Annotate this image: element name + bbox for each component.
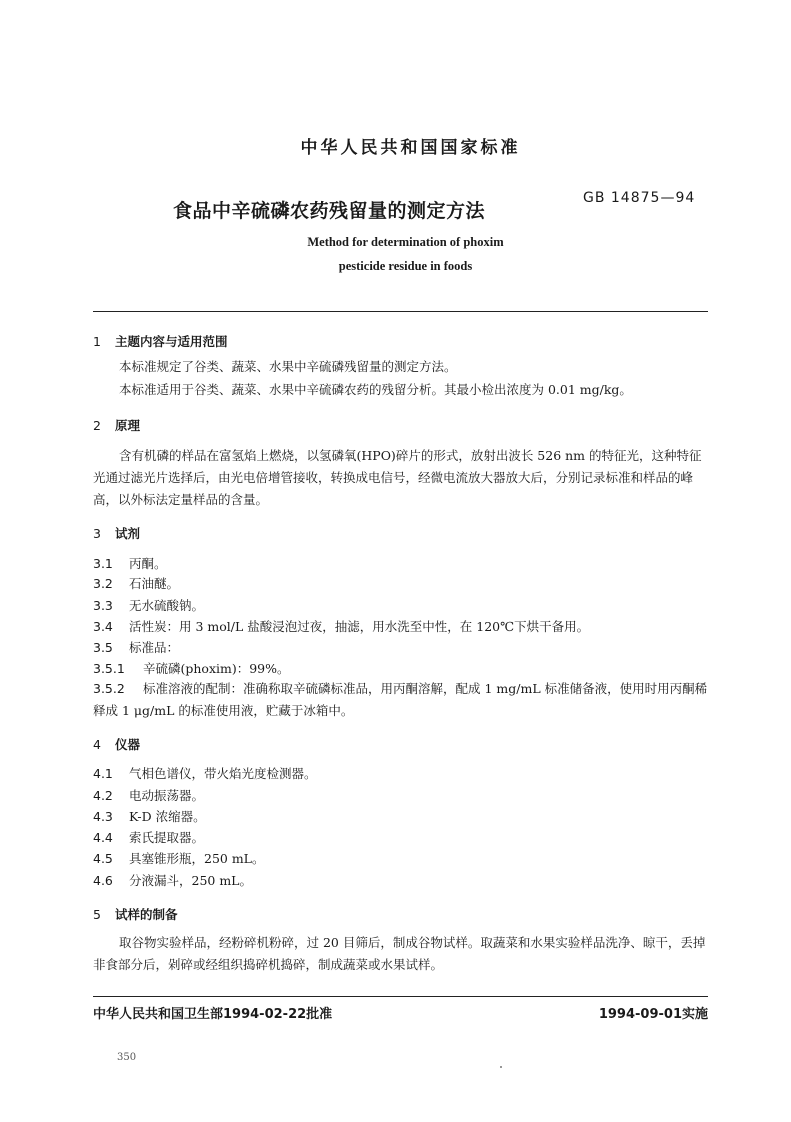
item-number: 3.1	[93, 556, 113, 571]
approval-date: 中华人民共和国卫生部1994-02-22批准	[93, 1007, 333, 1022]
standard-header: 中华人民共和国国家标准	[300, 138, 521, 158]
item-text: 具塞锥形瓶，250 mL。	[129, 851, 265, 866]
section-4-heading	[93, 735, 140, 753]
section-5-paragraph	[93, 932, 708, 976]
item-text: 石油醚。	[129, 576, 180, 591]
standard-code: GB 14875—94	[583, 190, 696, 206]
item-number: 4.4	[93, 830, 113, 845]
section-5-heading	[93, 905, 178, 923]
item-text: 辛硫磷(phoxim)：99%。	[143, 661, 290, 676]
list-item	[93, 808, 708, 826]
scan-speck	[500, 1066, 502, 1068]
english-title-line1: Method for determination of phoxim	[307, 235, 504, 249]
paragraph-text: 本标准适用于谷类、蔬菜、水果中辛硫磷农药的残留分析。其最小检出浓度为 0.01 mg/kg。	[119, 382, 632, 397]
section-1-paragraph-1	[93, 356, 708, 378]
item-text: 气相色谱仪，带火焰光度检测器。	[129, 766, 317, 781]
list-item	[93, 639, 708, 657]
list-item	[93, 872, 708, 890]
item-text: K-D 浓缩器。	[129, 809, 206, 824]
section-title: 试样的制备	[115, 907, 178, 922]
section-3-heading	[93, 524, 140, 542]
header-rule	[93, 311, 708, 312]
list-item	[93, 660, 708, 678]
item-text: 标准溶液的配制：准确称取辛硫磷标准品，用丙酮溶解，配成 1 mg/mL 标准储备液，使用时用丙酮稀释成 1 μg/mL 的标准使用液，贮藏于冰箱中。	[93, 681, 708, 718]
effective-date: 1994-09-01实施	[598, 1007, 708, 1022]
item-text: 活性炭：用 3 mol/L 盐酸浸泡过夜，抽滤，用水洗至中性，在 120℃下烘干备用。	[129, 619, 590, 634]
section-1-heading	[93, 332, 228, 350]
list-item	[93, 618, 708, 636]
paragraph-text: 取谷物实验样品，经粉碎机粉碎，过 20 目筛后，制成谷物试样。取蔬菜和水果实验样品洗净、晾干，丢掉非食部分后，剁碎或经组织捣碎机捣碎，制成蔬菜或水果试样。	[93, 935, 706, 972]
section-1-paragraph-2	[93, 379, 708, 401]
item-text: 标准品：	[129, 640, 180, 655]
list-item	[93, 829, 708, 847]
section-title: 主题内容与适用范围	[115, 334, 228, 349]
section-number: 3	[93, 526, 101, 541]
section-number: 4	[93, 737, 101, 752]
list-item	[93, 850, 708, 868]
item-text: 索氏提取器。	[129, 830, 205, 845]
item-number: 4.3	[93, 809, 113, 824]
item-text: 丙酮。	[129, 556, 167, 571]
paragraph-text: 含有机磷的样品在富氢焰上燃烧，以氢磷氧(HPO)碎片的形式，放射出波长 526 nm 的特征光，这种特征光通过滤光片选择后，由光电倍增管接收，转换成电信号，经微电流放大器放大后，分别记录标准和样品的峰高，以外标法定量样品的含量。	[93, 448, 702, 507]
item-number: 3.5.2	[93, 681, 125, 696]
item-text: 分液漏斗，250 mL。	[129, 873, 252, 888]
section-2-paragraph	[93, 445, 708, 511]
section-number: 2	[93, 418, 101, 433]
item-number: 3.5	[93, 640, 113, 655]
item-number: 3.5.1	[93, 661, 125, 676]
section-number: 1	[93, 334, 101, 349]
list-item	[93, 555, 708, 573]
list-item	[93, 678, 708, 722]
section-2-heading	[93, 416, 140, 434]
item-number: 4.1	[93, 766, 113, 781]
section-title: 原理	[115, 418, 141, 433]
paragraph-text: 本标准规定了谷类、蔬菜、水果中辛硫磷残留量的测定方法。	[119, 359, 457, 374]
page-number: 350	[117, 1052, 137, 1063]
english-title-line2: pesticide residue in foods	[338, 259, 473, 273]
list-item	[93, 787, 708, 805]
item-text: 电动振荡器。	[129, 788, 205, 803]
item-number: 4.2	[93, 788, 113, 803]
list-item	[93, 765, 708, 783]
item-number: 3.3	[93, 598, 113, 613]
list-item	[93, 575, 708, 593]
item-number: 4.5	[93, 851, 113, 866]
item-number: 3.4	[93, 619, 113, 634]
list-item	[93, 597, 708, 615]
item-number: 4.6	[93, 873, 113, 888]
document-title: 食品中辛硫磷农药残留量的测定方法	[173, 200, 486, 222]
section-title: 仪器	[115, 737, 141, 752]
section-number: 5	[93, 907, 101, 922]
item-text: 无水硫酸钠。	[129, 598, 205, 613]
item-number: 3.2	[93, 576, 113, 591]
section-title: 试剂	[115, 526, 141, 541]
footer-rule	[93, 996, 708, 997]
